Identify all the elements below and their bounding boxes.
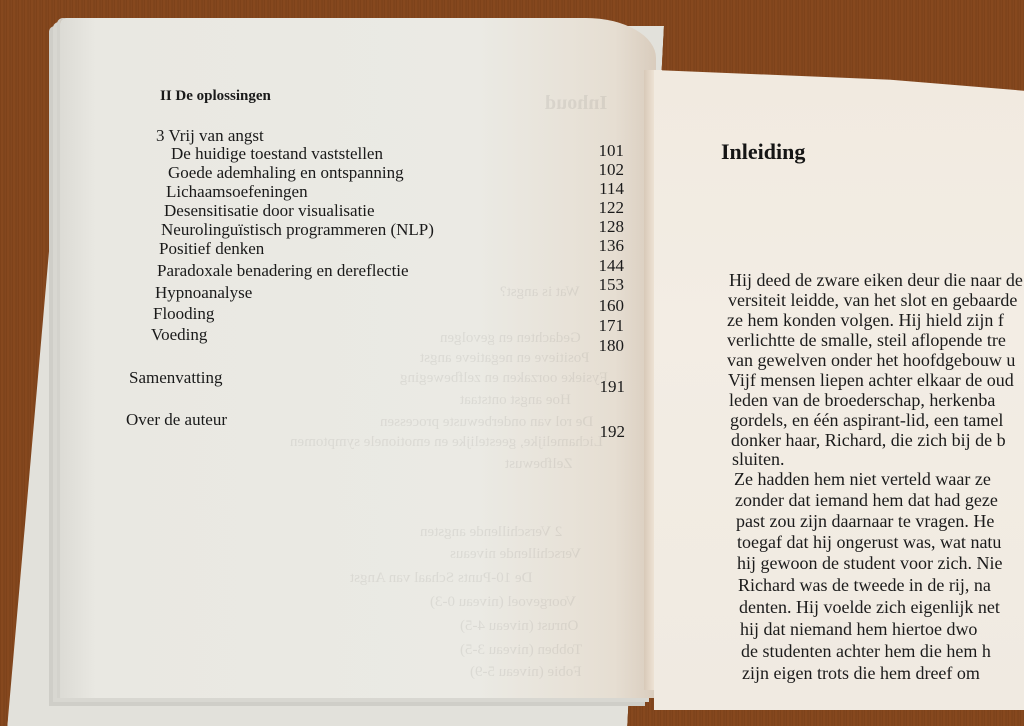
body-line: denten. Hij voelde zich eigenlijk net [739,597,1000,617]
toc-page-number: 122 [598,198,624,217]
toc-page-number: 144 [598,256,624,275]
toc-page-number: 192 [599,422,625,441]
body-line: Hij deed de zware eiken deur die naar de [729,270,1023,290]
toc-page-number: 153 [598,275,624,294]
toc-page-number: 128 [598,217,624,236]
toc-entry: Hypnoanalyse [155,283,253,302]
toc-page-number: 114 [599,179,624,198]
toc-entry: Desensitisatie door visualisatie [164,201,375,220]
toc-entry: Goede ademhaling en ontspanning [168,163,404,182]
toc-entry-samenvatting: Samenvatting [129,368,223,387]
body-line: zonder dat iemand hem dat had geze [735,490,998,510]
toc-page-number: 102 [598,160,624,179]
body-line: Ze hadden hem niet verteld waar ze [734,469,991,489]
body-line: versiteit leidde, van het slot en gebaarde [728,290,1018,310]
body-line: toegaf dat hij ongerust was, wat natu [737,532,1002,552]
toc-page-number: 101 [598,141,624,160]
body-line: zijn eigen trots die hem dreef om [742,663,980,683]
toc-entry: Voeding [151,325,208,344]
body-line: past zou zijn daarnaar te vragen. He [736,511,995,531]
toc-page-number: 180 [598,336,624,355]
body-line: hij dat niemand hem hiertoe dwo [740,619,978,639]
chapter-heading: 3 Vrij van angst [156,126,264,145]
toc-page-number: 136 [598,236,624,255]
chapter-title: Inleiding [721,139,806,164]
body-line: leden van de broederschap, herkenba [729,390,996,410]
body-line: gordels, en één aspirant-lid, een tamel [730,410,1004,430]
toc-entry: Neurolinguïstisch programmeren (NLP) [161,220,434,239]
toc-entry: Lichaamsoefeningen [166,182,308,201]
section-title: II De oplossingen [160,88,271,104]
body-line: verlichtte de smalle, steil aflopende tre [727,330,1006,350]
toc-page-number: 191 [599,377,625,396]
body-line: van gewelven onder het hoofdgebouw u [727,350,1016,370]
toc-entry-over-de-auteur: Over de auteur [126,410,228,429]
body-line: sluiten. [732,449,785,469]
body-line: de studenten achter hem die hem h [741,641,991,661]
body-line: Vijf mensen liepen achter elkaar de oud [728,370,1014,390]
toc-entry: Paradoxale benadering en dereflectie [157,261,409,280]
toc-entry: Flooding [153,304,215,323]
body-line: hij gewoon de student voor zich. Nie [737,553,1003,573]
body-line: Richard was de tweede in de rij, na [738,575,991,595]
toc-entry: Positief denken [159,239,265,258]
body-line: donker haar, Richard, die zich bij de b [731,430,1006,450]
toc-entry: De huidige toestand vaststellen [171,144,383,163]
toc-page-number: 160 [598,296,624,315]
toc-page-number: 171 [598,316,624,335]
body-line: ze hem konden volgen. Hij hield zijn f [727,310,1004,330]
